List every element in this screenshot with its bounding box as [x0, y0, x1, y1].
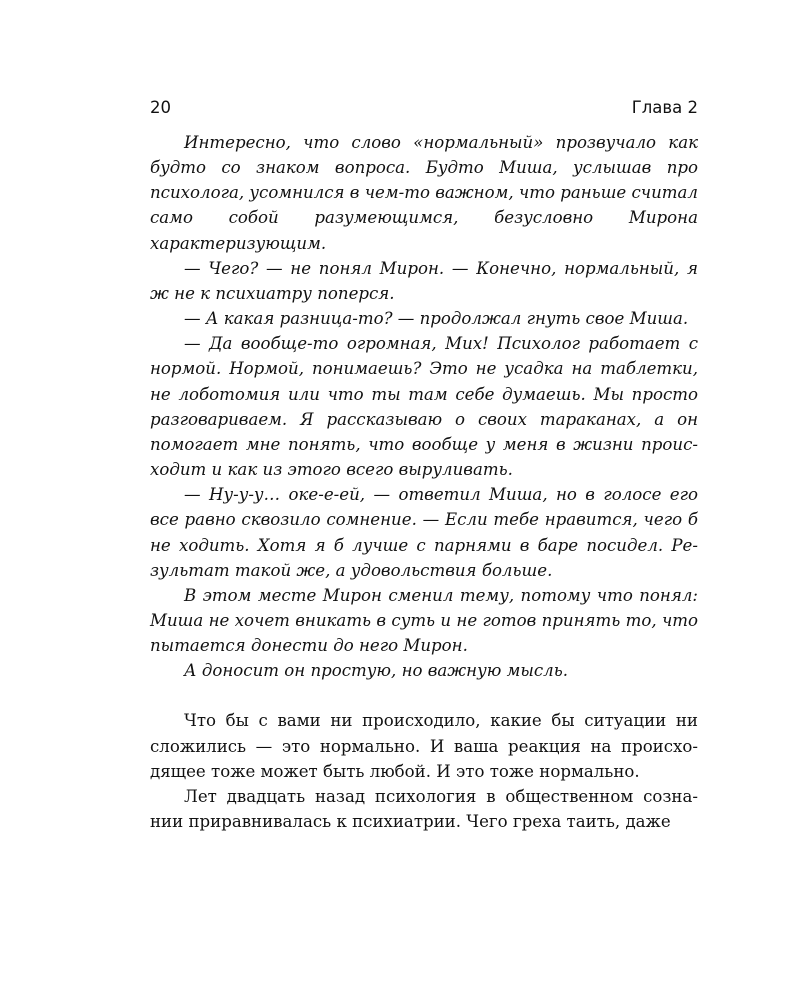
paragraph: Что бы с вами ни происходило, какие бы ситуации ни сложились — это нормально. И ваша реакция на происходящее тоже может быть любой. И это тоже нормально.: [150, 711, 698, 781]
paragraph: — Чего? — не понял Мирон. — Конечно, нормальный, я ж не к психиатру поперся.: [150, 258, 698, 303]
paragraph: А доносит он простую, но важную мысль.: [184, 661, 569, 681]
paragraph: — Ну-у-у… оке-е-ей, — ответил Миша, но в голосе его все равно сквозило сомнение. — Если тебе нравится, чего б не ходить. Хотя я б лучше с парнями в баре посидел. Результат такой же, а удовольствия больше.: [150, 485, 698, 580]
chapter-title: Глава 2: [631, 98, 698, 117]
page-number: 20: [150, 98, 171, 117]
running-header: [150, 98, 698, 122]
paragraph: Лет двадцать назад психология в общественном сознании приравнивалась к психиатрии. Чего греха таить, даже: [150, 786, 698, 832]
paragraph: — Да вообще-то огромная, Мих! Психолог работает с нормой. Нормой, понимаешь? Это не усадка на таблетки, не лоботомия или что ты там себе думаешь. Мы просто разговариваем. Я рассказываю о своих тараканах, а он помогает мне понять, что вообще у меня в жизни происходит и как из этого всего выруливать.: [150, 334, 698, 480]
page-body: [150, 130, 698, 834]
dialogue-block: [150, 130, 698, 683]
regular-block: [150, 708, 698, 834]
paragraph: — А какая разница-то? — продолжал гнуть свое Миша.: [184, 309, 689, 329]
paragraph: В этом месте Мирон сменил тему, потому что понял: Миша не хочет вникать в суть и не готов принять то, что пытается донести до него Мирон.: [150, 585, 698, 656]
paragraph: Интересно, что слово «нормальный» прозвучало как будто со знаком вопроса. Будто Миша, услышав про психолога, усомнился в чем-то важном, что раньше считал само собой разумеющимся, безусловно Мирона характеризующим.: [150, 133, 698, 253]
section-gap: [150, 683, 698, 708]
